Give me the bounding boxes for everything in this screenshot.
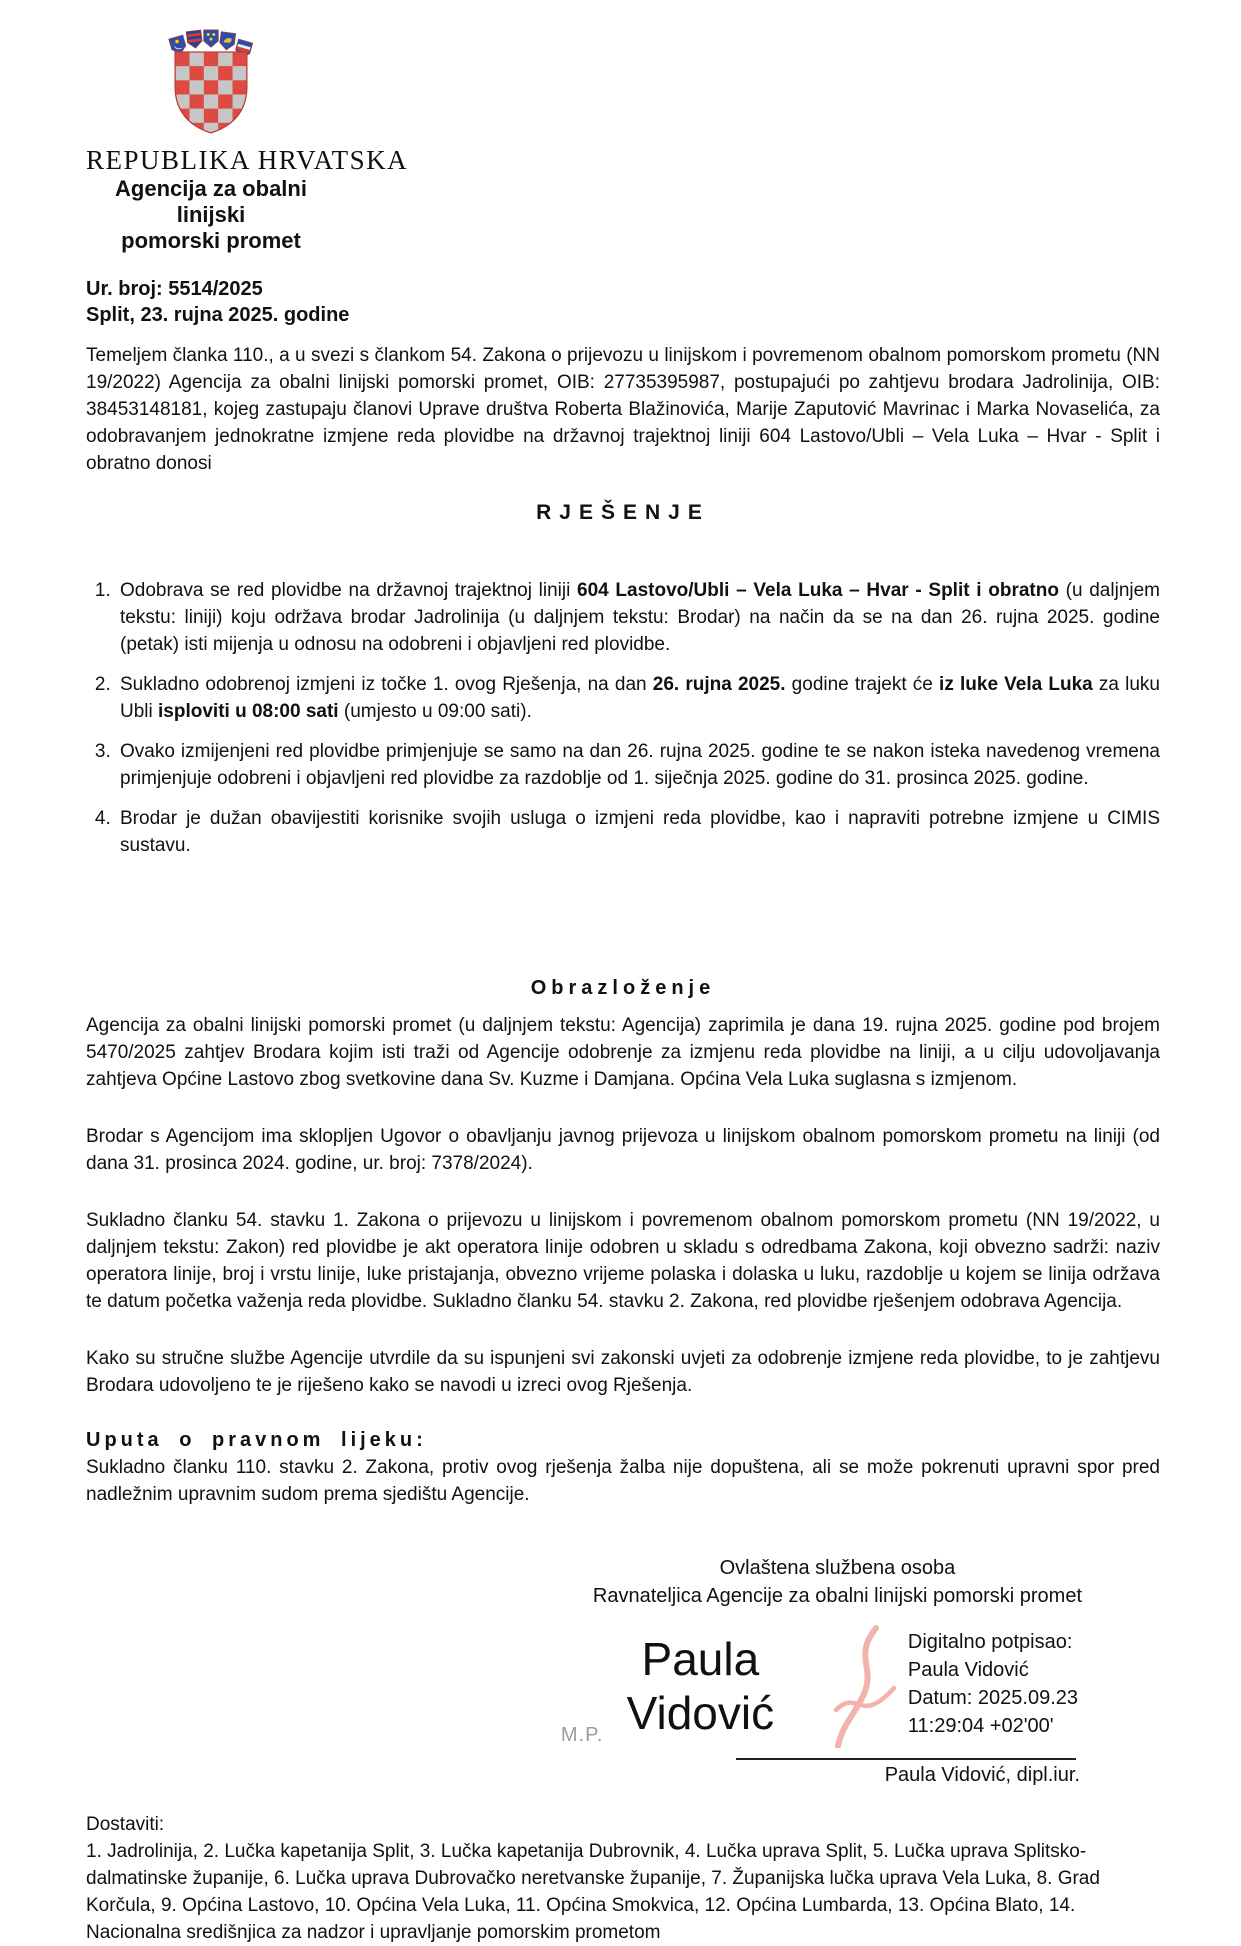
text-line: Datum: 2025.09.23 bbox=[907, 1686, 1078, 1709]
distribution-section bbox=[86, 1811, 1160, 1946]
legal-remedy-heading bbox=[86, 1429, 1160, 1452]
explanation-heading: Obrazloženje bbox=[530, 976, 716, 999]
letterhead bbox=[86, 28, 409, 254]
stamp-name-line1: Paula bbox=[641, 1632, 760, 1685]
legal-remedy-paragraph: Sukladno članku 110. stavku 2. Zakona, protiv ovog rješenja žalba nije dopuštena, ali se može pokrenuti upravni spor pred nadležnim upravnim sudom prema sjedištu Agencije. bbox=[86, 1456, 1160, 1505]
decision-item: 1. Odobrava se red plovidbe na državnoj trajektnoj liniji 604 Lastovo/Ubli – Vela Luka – Hvar - Split i obratno (u daljnjem tekstu: liniji) koju održava brodar Jadrolinija (u daljnjem tekstu: Brodar) na način da se na dan 26. rujna 2025. godine (petak) isti mijenja u odnosu na odobreni i objavljeni red plovidbe. bbox=[116, 577, 1160, 658]
signature-titles bbox=[593, 1554, 1082, 1610]
director-line: Ravnateljica Agencije za obalni linijski pomorski promet bbox=[592, 1584, 1082, 1607]
legal-remedy-colon: : bbox=[416, 1428, 423, 1451]
distribution-label: Dostaviti: bbox=[86, 1813, 165, 1835]
signature-area bbox=[86, 1554, 1160, 1787]
agency-name-line2: pomorski promet bbox=[121, 227, 301, 253]
decision-item: 3. Ovako izmijenjeni red plovidbe primjenjuje se samo na dan 26. rujna 2025. godine te se nakon isteka navedenog vremena primjenjuje odobreni i objavljeni red plovidbe za razdoblje od 1. siječnja 2025. godine do 31. prosinca 2025. godine. bbox=[116, 738, 1160, 792]
legal-remedy-title: Uputa o pravnom lijeku bbox=[86, 1428, 417, 1451]
decision-item: 2. Sukladno odobrenoj izmjeni iz točke 1. ovog Rješenja, na dan 26. rujna 2025. godine trajekt će iz luke Vela Luka za luku Ubli isploviti u 08:00 sati (umjesto u 09:00 sati). bbox=[116, 671, 1160, 725]
stamp-name-line2: Vidović bbox=[626, 1686, 775, 1739]
decision-item: 4. Brodar je dužan obavijestiti korisnike svojih usluga o izmjeni reda plovidbe, kao i napraviti potrebne izmjene u CIMIS sustavu. bbox=[116, 805, 1160, 859]
reference-block bbox=[86, 276, 1160, 328]
signature-flourish-icon bbox=[832, 1624, 898, 1748]
reference-number: Ur. broj: 5514/2025 bbox=[86, 277, 263, 300]
digital-signature-text bbox=[908, 1618, 1078, 1740]
intro-paragraph: Temeljem članka 110., a u svezi s člankom 54. Zakona o prijevozu u linijskom i povremenom obalnom pomorskom prometu (NN 19/2022) Agencija za obalni linijski pomorski promet, OIB: 27735395987, postupajući po zahtjevu brodara Jadrolinija, OIB: 38453148181, kojeg zastupaju članovi Uprave društva Roberta Blažinovića, Marije Zaputović Mavrinac i Marka Novaselića, za odobravanjem jednokratne izmjene reda plovidbe na državnoj trajektnoj liniji 604 Lastovo/Ubli – Vela Luka – Hvar - Split i obratno donosi bbox=[86, 344, 1160, 474]
explanation-paragraphs bbox=[86, 1012, 1160, 1399]
paragraph: Kako su stručne službe Agencije utvrdile da su ispunjeni svi zakonski uvjeti za odobrenje izmjene reda plovidbe, to je zahtjevu Brodara udovoljeno te je riješeno kako se navodi u izreci ovog Rješenja. bbox=[86, 1347, 1160, 1396]
text-line: Paula Vidović bbox=[907, 1658, 1029, 1681]
digital-signature-stamp bbox=[560, 1618, 1078, 1748]
authorized-person-line: Ovlaštena službena osoba bbox=[719, 1556, 956, 1579]
stamp-name-line2-wrap bbox=[560, 1686, 818, 1746]
distribution-list: 1. Jadrolinija, 2. Lučka kapetanija Split, 3. Lučka kapetanija Dubrovnik, 4. Lučka uprava Split, 5. Lučka uprava Splitsko-dalmatinske županije, 6. Lučka uprava Dubrovačko neretvanske županije, 7. Županijska lučka uprava Vela Luka, 8. Grad Korčula, 9. Općina Lastovo, 10. Općina Vela Luka, 11. Općina Smokvica, 12. Općina Lumbarda, 13. Općina Blato, 14. Nacionalna središnjica za nadzor i upravljanje pomorskim prometom bbox=[86, 1840, 1100, 1943]
country-name: REPUBLIKA HRVATSKA bbox=[86, 145, 409, 175]
mp-seal-label: M.P. bbox=[560, 1723, 604, 1746]
stamp-name bbox=[560, 1618, 818, 1746]
text-line: 11:29:04 +02'00' bbox=[907, 1714, 1054, 1737]
agency-name-line1: Agencija za obalni linijski bbox=[115, 175, 307, 227]
decision-title: RJEŠENJE bbox=[536, 500, 710, 524]
place-and-date: Split, 23. rujna 2025. godine bbox=[86, 303, 350, 326]
signatory-name: Paula Vidović, dipl.iur. bbox=[884, 1763, 1080, 1786]
text-line: Digitalno potpisao: bbox=[907, 1630, 1073, 1653]
signature-line bbox=[736, 1758, 1076, 1760]
paragraph: Agencija za obalni linijski pomorski promet (u daljnjem tekstu: Agencija) zaprimila je dana 19. rujna 2025. godine pod brojem 5470/2025 zahtjev Brodara kojim isti traži od Agencije odobrenje za izmjenu reda plovidbe na liniji, a u cilju udovoljavanja zahtjeva Općine Lastovo zbog svetkovine dana Sv. Kuzme i Damjana. Općina Vela Luka suglasna s izmjenom. bbox=[86, 1014, 1160, 1090]
paragraph: Brodar s Agencijom ima sklopljen Ugovor o obavljanju javnog prijevoza u linijskom obalnom pomorskom prometu na liniji (od dana 31. prosinca 2024. godine, ur. broj: 7378/2024). bbox=[86, 1125, 1160, 1174]
decision-list bbox=[86, 577, 1160, 859]
paragraph: Sukladno članku 54. stavku 1. Zakona o prijevozu u linijskom i povremenom obalnom pomorskom prometu (NN 19/2022, u daljnjem tekstu: Zakon) red plovidbe je akt operatora linije odobren u skladu s odredbama Zakona, koji obvezno sadrži: naziv operatora linije, broj i vrstu linije, luke pristajanja, obvezno vrijeme polaska i dolaska u luku, razdoblje u kojem se linija održava te datum početka važenja reda plovidbe. Sukladno članku 54. stavku 2. Zakona, red plovidbe rješenjem odobrava Agencija. bbox=[86, 1209, 1160, 1312]
croatian-coat-of-arms-icon bbox=[165, 28, 257, 144]
